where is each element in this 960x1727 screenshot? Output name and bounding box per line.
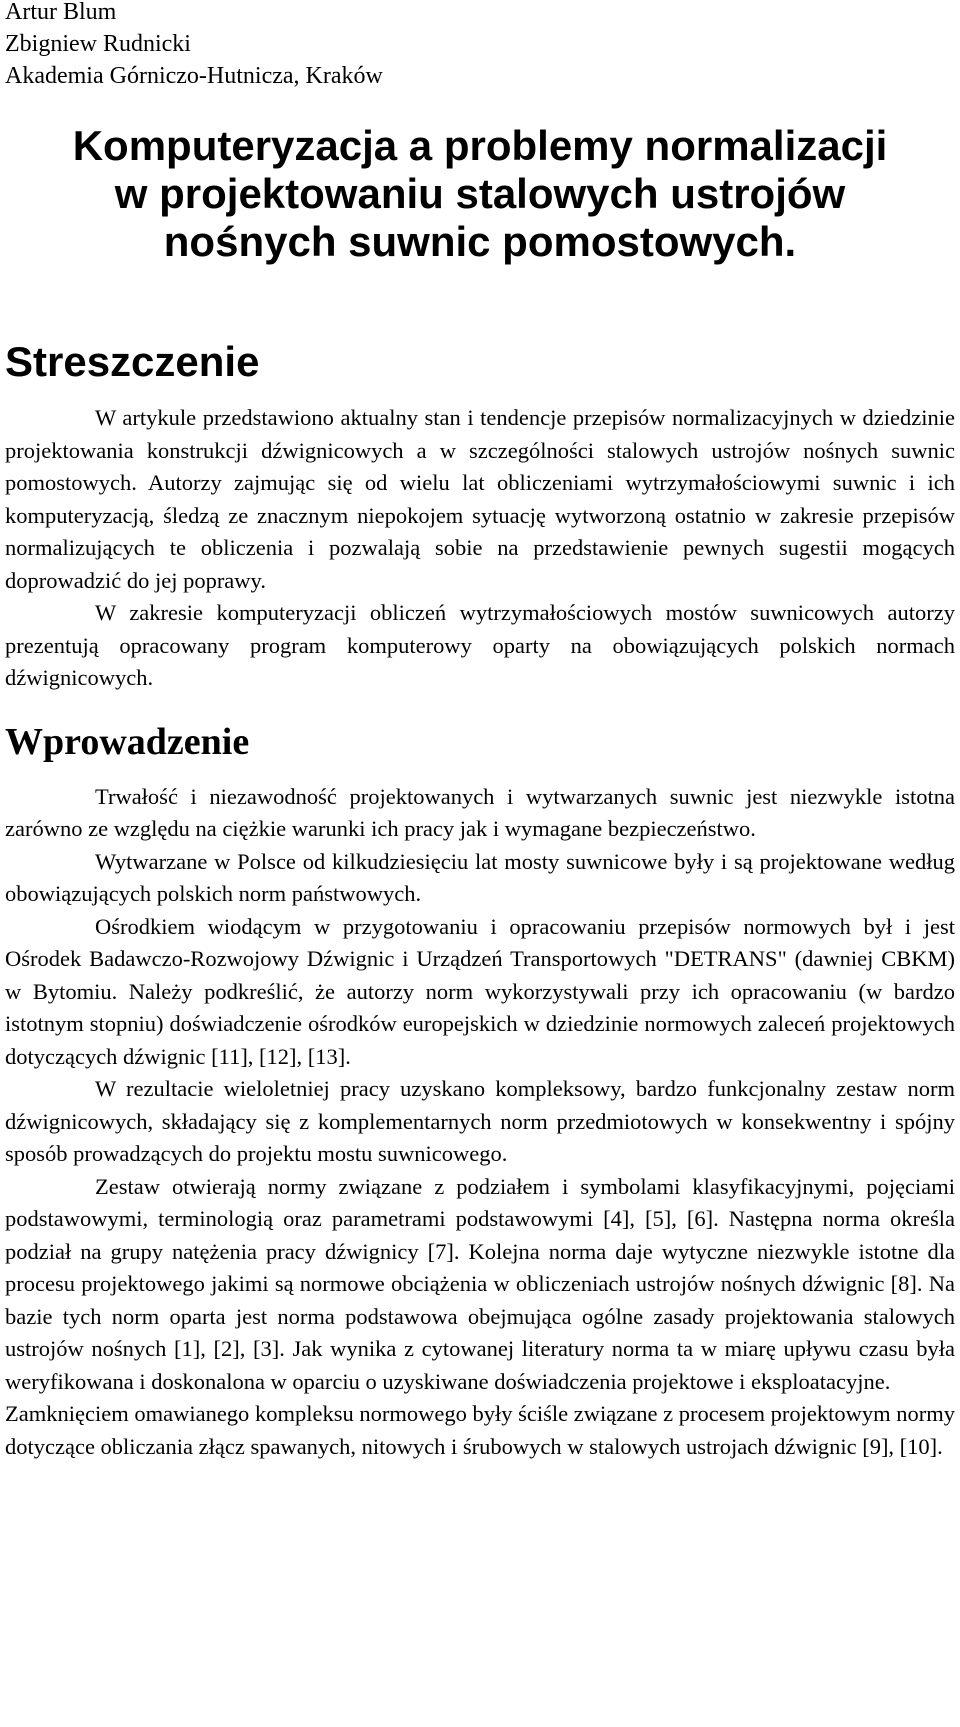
title-line: nośnych suwnic pomostowych. bbox=[163, 218, 797, 265]
intro-paragraph: Zestaw otwierają normy związane z podziałem i symbolami klasyfikacyjnymi, pojęciami podstawowymi, terminologią oraz parametrami podstawowymi [4], [5], [6]. Następna norma określa podział na grupy natężenia pracy dźwignicy [7]. Kolejna norma daje wytyczne niezwykle istotne dla procesu projektowego jakimi są normowe obciążenia w obliczeniach ustrojów nośnych dźwignic [8]. Na bazie tych norm oparta jest norma podstawowa obejmująca ogólne zasady projektowania stalowych ustrojów nośnych [1], [2], [3]. Jak wynika z cytowanej literatury norma ta w miarę upływu czasu była weryfikowana i doskonalona w oparciu o uzyskiwane doświadczenia projektowe i eksploatacyjne. bbox=[5, 1173, 955, 1394]
author-name: Artur Blum bbox=[5, 0, 117, 25]
title-line: Komputeryzacja a problemy normalizacji bbox=[72, 122, 888, 169]
paper-title bbox=[5, 122, 955, 266]
abstract-paragraph: W zakresie komputeryzacji obliczeń wytrzymałościowych mostów suwnicowych autorzy prezentują opracowany program komputerowy oparty na obowiązujących polskich normach dźwignicowych. bbox=[5, 600, 955, 690]
author-name: Zbigniew Rudnicki bbox=[5, 31, 191, 57]
intro-paragraph: Wytwarzane w Polsce od kilkudziesięciu lat mosty suwnicowe były i są projektowane według obowiązujących polskich norm państwowych. bbox=[5, 848, 955, 906]
abstract-heading: Streszczenie bbox=[5, 338, 260, 385]
document-page bbox=[5, 0, 955, 1463]
intro-paragraph: Trwałość i niezawodność projektowanych i wytwarzanych suwnic jest niezwykle istotna zarówno ze względu na ciężkie warunki ich pracy jak i wymagane bezpieczeństwo. bbox=[5, 783, 955, 841]
author-affiliation: Akademia Górniczo-Hutnicza, Kraków bbox=[5, 63, 383, 89]
abstract-paragraph: W artykule przedstawiono aktualny stan i tendencje przepisów normalizacyjnych w dziedzinie projektowania konstrukcji dźwignicowych a w szczególności stalowych ustrojów nośnych suwnic pomostowych. Autorzy zajmując się od wielu lat obliczeniami wytrzymałościowymi suwnic i ich komputeryzacją, śledzą ze znacznym niepokojem sytuację wytworzoną ostatnio w zakresie przepisów normalizujących te obliczenia i pozwalają sobie na przedstawienie pewnych sugestii mogących doprowadzić do jej poprawy. bbox=[5, 405, 955, 593]
intro-paragraph: Zamknięciem omawianego kompleksu normowego były ściśle związane z procesem projektowym normy dotyczące obliczania złącz spawanych, nitowych i śrubowych w stalowych ustrojach dźwignic [9], [10]. bbox=[5, 1401, 955, 1459]
intro-paragraph: W rezultacie wieloletniej pracy uzyskano kompleksowy, bardzo funkcjonalny zestaw norm dźwignicowych, składający się z komplementarnych norm przedmiotowych w konsekwentny i spójny sposób prowadzących do projektu mostu suwnicowego. bbox=[5, 1076, 955, 1166]
author-block bbox=[5, 0, 955, 92]
title-line: w projektowaniu stalowych ustrojów bbox=[114, 170, 846, 217]
intro-section bbox=[5, 781, 955, 1464]
intro-paragraph: Ośrodkiem wiodącym w przygotowaniu i opracowaniu przepisów normowych był i jest Ośrodek Badawczo-Rozwojowy Dźwignic i Urządzeń Transportowych "DETRANS" (dawniej CBKM) w Bytomiu. Należy podkreślić, że autorzy norm wykorzystywali przy ich opracowaniu (w bardzo istotnym stopniu) doświadczenie ośrodków europejskich w dziedzinie normowych zaleceń projektowych dotyczących dźwignic [11], [12], [13]. bbox=[5, 913, 955, 1069]
intro-heading: Wprowadzenie bbox=[5, 720, 250, 763]
abstract-section bbox=[5, 402, 955, 695]
